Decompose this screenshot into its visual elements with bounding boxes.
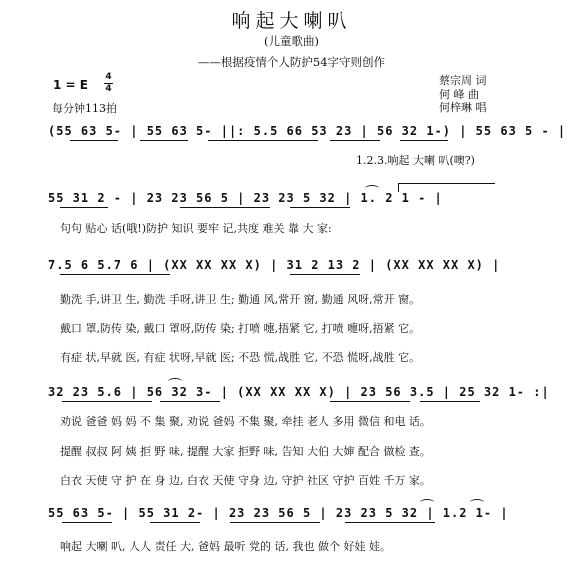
tempo-marking: 每分钟113拍: [52, 102, 117, 115]
beam-underline: [62, 401, 152, 402]
beam-underline: [160, 401, 220, 402]
beam-underline: [60, 274, 170, 275]
lyrics-line-2: 句句 贴心 话(哦!)防护 知识 要牢 记,共度 难关 靠 大 家:: [60, 222, 332, 235]
beam-underline: [400, 140, 448, 141]
time-signature-top: 4: [105, 72, 112, 82]
beam-underline: [345, 522, 435, 523]
beam-underline: [230, 522, 320, 523]
lyrics-verse-4-2: 提醒 叔叔 阿 姨 拒 野 味, 提醒 大家 拒野 味, 告知 大伯 大婶 配合 做检 查。: [60, 445, 431, 458]
dedication-line: ——根据疫情个人防护54字守则创作: [197, 55, 386, 69]
score-line-3: 7.5 6 5.7 6 | (XX XX XX X) | 31 2 13 2 | (XX XX XX X) |: [48, 258, 501, 272]
tie-mark: [168, 378, 182, 385]
beam-underline: [62, 522, 112, 523]
lyrics-line-5: 响起 大喇 叭, 人人 责任 大, 爸妈 最听 党的 话, 我也 做个 好娃 娃。: [60, 540, 391, 553]
lyrics-verse-4-1: 劝说 爸爸 妈 妈 不 集 聚, 劝说 爸妈 不集 聚, 牵挂 老人 多用 微信 和电 话。: [60, 415, 431, 428]
song-title: 响起大喇叭: [231, 10, 352, 32]
beam-underline: [330, 401, 410, 402]
score-line-2: 55 31 2 - | 23 23 56 5 | 23 23 5 32 | 1. 2 1 - |: [48, 191, 443, 205]
beam-underline: [330, 140, 380, 141]
beam-underline: [290, 207, 350, 208]
beam-underline: [70, 140, 118, 141]
credit-singer: 何梓琳 唱: [439, 101, 487, 114]
credit-composer: 何 峰 曲: [439, 88, 479, 101]
tie-mark: [365, 185, 379, 192]
beam-underline: [420, 401, 480, 402]
lyrics-line-1: 1.2.3.响起 大喇 叭(噢?): [356, 154, 475, 167]
volta-bracket: [398, 183, 495, 192]
time-signature: [104, 73, 113, 94]
beam-underline: [208, 140, 318, 141]
song-subtitle: (儿童歌曲): [264, 34, 319, 48]
beam-underline: [140, 140, 188, 141]
tie-mark: [470, 499, 484, 506]
beam-underline: [180, 207, 270, 208]
beam-underline: [60, 207, 108, 208]
score-line-5: 55 63 5- | 55 31 2- | 23 23 56 5 | 23 23 5 32 | 1.2 1- |: [48, 506, 509, 520]
credit-lyricist: 蔡宗周 词: [439, 74, 487, 87]
score-line-1: (55 63 5- | 55 63 5- ||: 5.5 66 53 23 | 56 32 1-) | 55 63 5 - |: [48, 124, 567, 138]
time-signature-bottom: 4: [105, 84, 112, 94]
lyrics-verse-3-3: 有症 状,早就 医, 有症 状呀,早就 医; 不恐 慌,战胜 它, 不恐 慌呀,战胜 它。: [60, 351, 421, 364]
score-line-4: 32 23 5.6 | 56 32 3- | (XX XX XX X) | 23 56 3.5 | 25 32 1- :|: [48, 385, 550, 399]
tie-mark: [420, 499, 434, 506]
lyrics-verse-4-3: 白衣 天使 守 护 在 身 边, 白衣 天使 守身 边, 守护 社区 守护 百姓 千万 家。: [60, 474, 431, 487]
lyrics-verse-3-1: 勤洗 手,讲卫 生, 勤洗 手呀,讲卫 生; 勤通 风,常开 窗, 勤通 风呀,常开 窗。: [60, 293, 421, 306]
lyrics-verse-3-2: 戴口 罩,防传 染, 戴口 罩呀,防传 染; 打喷 嚏,捂紧 它, 打喷 嚏呀,捂紧 它。: [60, 322, 421, 335]
beam-underline: [150, 522, 200, 523]
key-signature: 1 = E: [53, 78, 88, 92]
beam-underline: [290, 274, 360, 275]
